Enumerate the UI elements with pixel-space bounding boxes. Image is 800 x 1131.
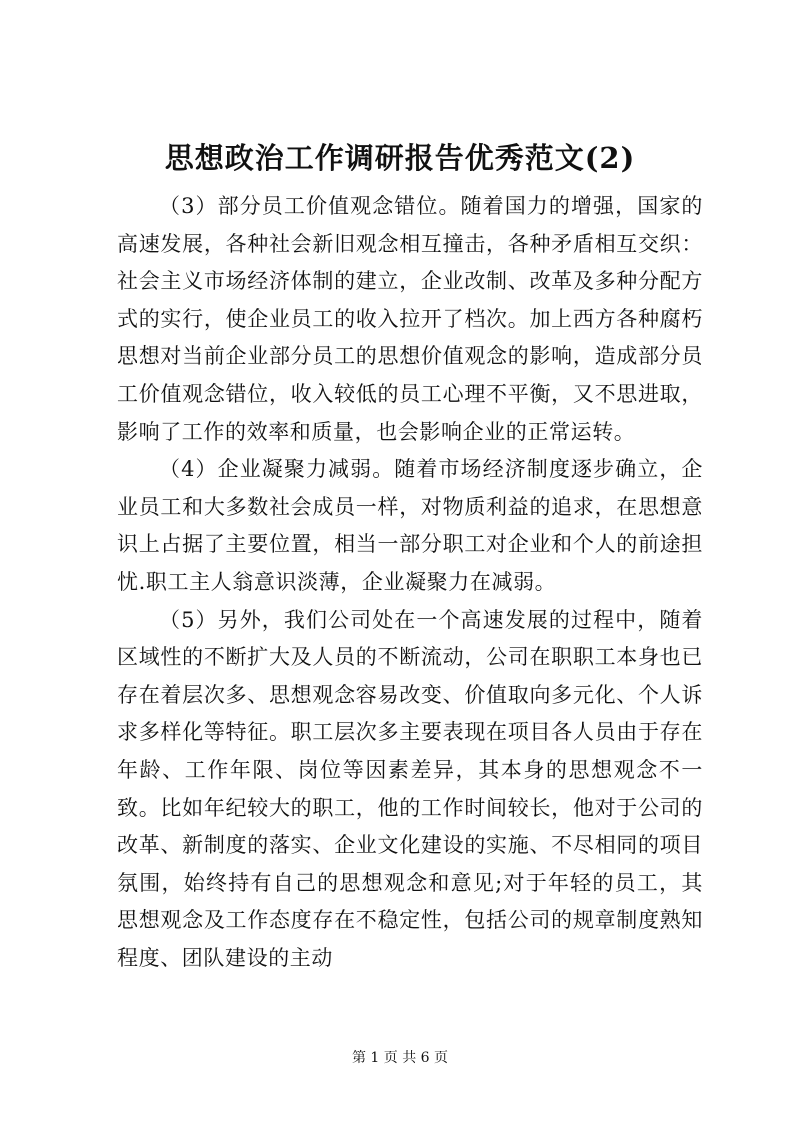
- paragraph-3: （3）部分员工价值观念错位。随着国力的增强，国家的高速发展，各种社会新旧观念相互撞击，各种矛盾相互交织：社会主义市场经济体制的建立，企业改制、改革及多种分配方式的实行，使企业员工的收入拉开了档次。加上西方各种腐朽思想对当前企业部分员工的思想价值观念的影响，造成部分员工价值观念错位，收入较低的员工心理不平衡，又不思进取，影响了工作的效率和质量，也会影响企业的正常运转。: [117, 194, 703, 444]
- document-body: [117, 188, 703, 977]
- page-title: 思想政治工作调研报告优秀范文(2): [164, 141, 636, 175]
- page-number-footer: 第 1 页 共 6 页: [351, 1050, 449, 1066]
- paragraph-4: （4）企业凝聚力减弱。随着市场经济制度逐步确立，企业员工和大多数社会成员一样，对物质利益的追求，在思想意识上占据了主要位置，相当一部分职工对企业和个人的前途担忧.职工主人翁意识淡薄，企业凝聚力在减弱。: [117, 457, 703, 594]
- paragraph-5: （5）另外，我们公司处在一个高速发展的过程中，随着区域性的不断扩大及人员的不断流动，公司在职职工本身也已存在着层次多、思想观念容易改变、价值取向多元化、个人诉求多样化等特征。职工层次多主要表现在项目各人员由于存在年龄、工作年限、岗位等因素差异，其本身的思想观念不一致。比如年纪较大的职工，他的工作时间较长，他对于公司的改革、新制度的落实、企业文化建设的实施、不尽相同的项目氛围，始终持有自己的思想观念和意见;对于年轻的员工，其思想观念及工作态度存在不稳定性，包括公司的规章制度熟知程度、团队建设的主动: [117, 607, 703, 970]
